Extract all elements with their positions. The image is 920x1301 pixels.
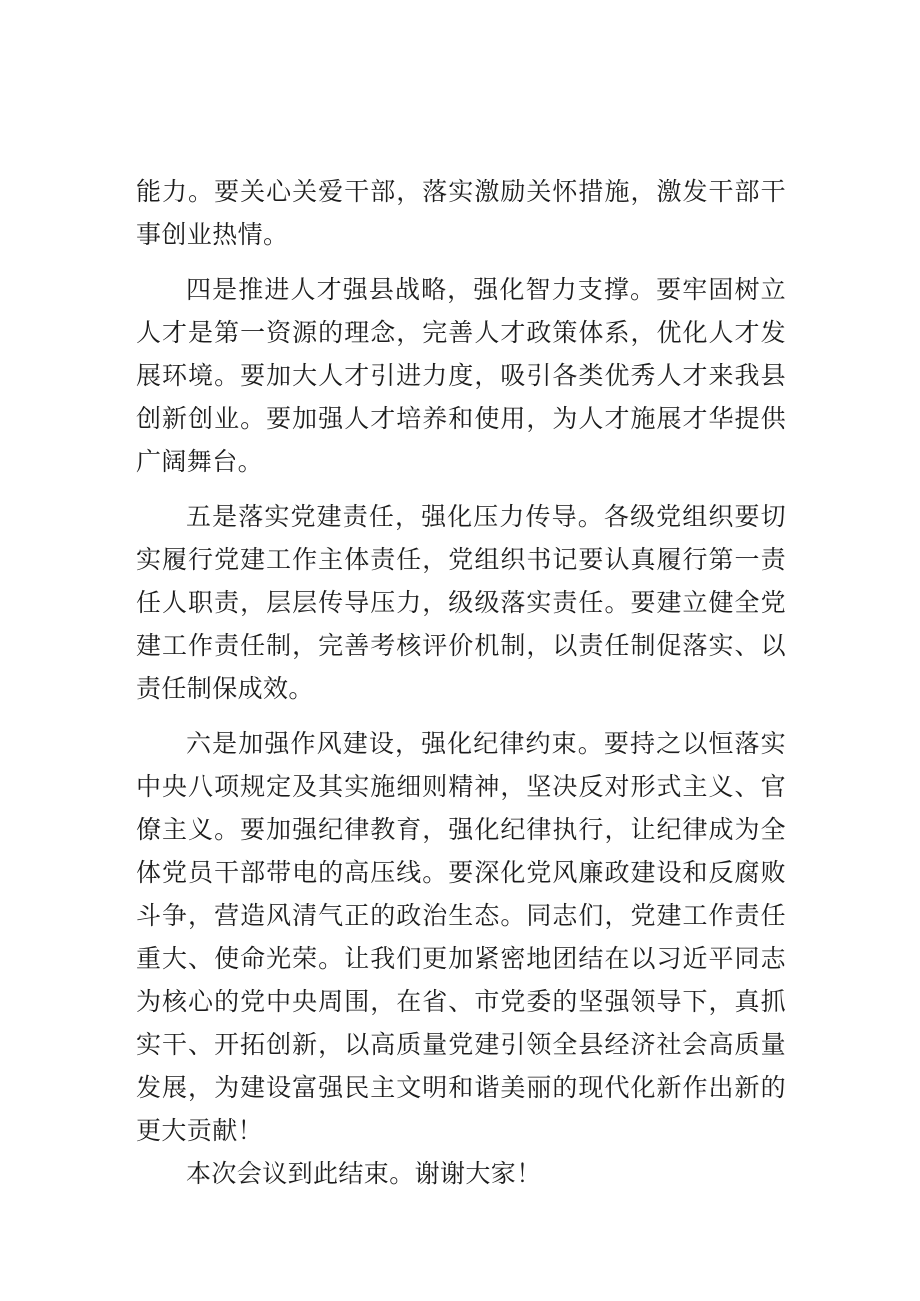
- paragraph-party-responsibility: 五是落实党建责任，强化压力传导。各级党组织要切实履行党建工作主体责任，党组织书记要认真履行第一责任人职责，层层传导压力，级级落实责任。要建立健全党建工作责任制，完善考核评价机制，以责任制促落实、以责任制保成效。: [136, 502, 786, 703]
- paragraph-work-style: 六是加强作风建设，强化纪律约束。要持之以恒落实中央八项规定及其实施细则精神，坚决反对形式主义、官僚主义。要加强纪律教育，强化纪律执行，让纪律成为全体党员干部带电的高压线。要深化党风廉政建设和反腐败斗争，营造风清气正的政治生态。同志们，党建工作责任重大、使命光荣。让我们更加紧密地团结在以习近平同志为核心的党中央周围，在省、市党委的坚强领导下，真抓实干、开拓创新，以高质量党建引领全县经济社会高质量发展，为建设富强民主文明和谐美丽的现代化新作出新的更大贡献！: [136, 729, 786, 1145]
- paragraph-talent-strategy: 四是推进人才强县战略，强化智力支撑。要牢固树立人才是第一资源的理念，完善人才政策体系，优化人才发展环境。要加大人才引进力度，吸引各类优秀人才来我县创新创业。要加强人才培养和使用，为人才施展才华提供广阔舞台。: [136, 275, 786, 476]
- closing-remarks: 本次会议到此结束。谢谢大家！: [186, 1159, 542, 1188]
- paragraph-continuation: 能力。要关心关爱干部，落实激励关怀措施，激发干部干事创业热情。: [136, 177, 786, 249]
- document-body: [136, 170, 786, 1195]
